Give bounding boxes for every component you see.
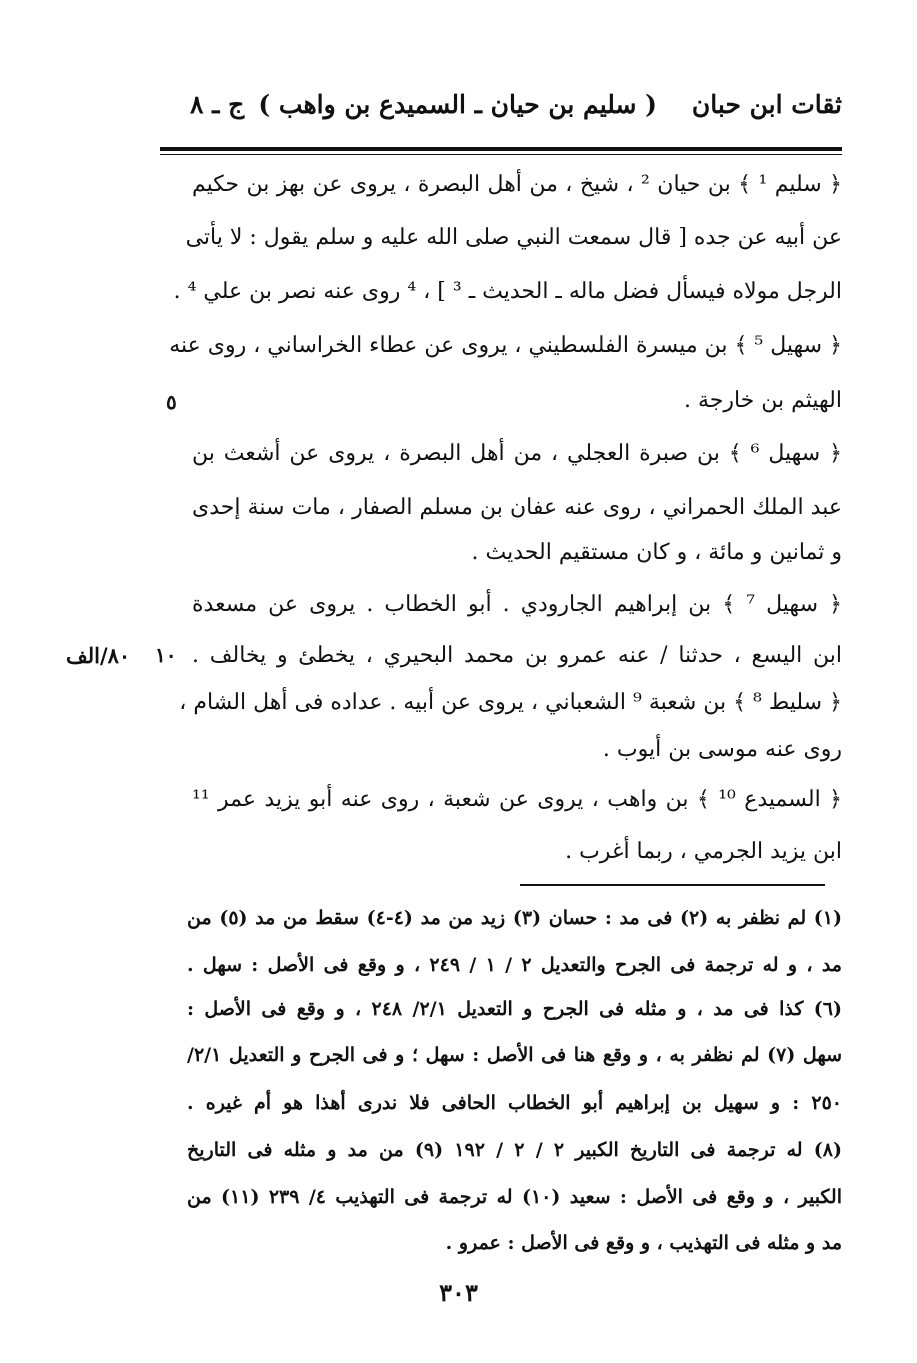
volume-label: ج ـ ٨ — [190, 90, 245, 119]
footnote-line: مد و مثله فى التهذيب ، و وقع فى الأصل : عمرو . — [445, 1232, 842, 1254]
entry-range: ( سليم بن حيان ـ السميدع بن واهب ) — [258, 90, 657, 119]
body-line: ﴿ السميدع ¹⁰ ﴾ بن واهب ، يروى عن شعبة ، روى عنه أبو يزيد عمر ¹¹ — [192, 787, 842, 812]
footnote-line: سهل (٧) لم نظفر به ، و وقع هنا فى الأصل : سهل ؛ و فى الجرح و التعديل ٢/١/ — [187, 1044, 842, 1066]
body-line: ﴿ سهيل ⁷ ﴾ بن إبراهيم الجارودي . أبو الخطاب . يروى عن مسعدة — [192, 592, 842, 617]
line-number-5: ٥ — [166, 390, 177, 414]
book-title: ثقات ابن حبان — [691, 90, 842, 119]
footnote-line: ٢٥٠ : و سهيل بن إبراهيم أبو الخطاب الحافى فلا ندرى أهذا هو أم غيره . — [187, 1092, 842, 1114]
body-line: ﴿ سليط ⁸ ﴾ بن شعبة ⁹ الشعباني ، يروى عن أبيه . عداده فى أهل الشام ، — [179, 690, 842, 715]
body-line: ابن اليسع ، حدثنا / عنه عمرو بن محمد البحيري ، يخطئ و يخالف . — [192, 643, 842, 668]
body-line: عبد الملك الحمراني ، روى عنه عفان بن مسلم الصفار ، مات سنة إحدى — [192, 495, 842, 520]
footnote-line: مد ، و له ترجمة فى الجرح والتعديل ٢ / ١ / ٢٤٩ ، و وقع فى الأصل : سهل . — [187, 954, 842, 976]
line-number-10: ١٠ — [155, 643, 177, 667]
body-line: ابن يزيد الجرمي ، ربما أغرب . — [565, 839, 842, 864]
body-line: و ثمانين و مائة ، و كان مستقيم الحديث . — [471, 540, 842, 565]
body-line: الهيثم بن خارجة . — [683, 388, 842, 413]
running-header — [160, 90, 842, 130]
footnote-line: (١) لم نظفر به (٢) فى مد : حسان (٣) زيد من مد (٤-٤) سقط من مد (٥) من — [187, 907, 842, 929]
footnote-line: (٨) له ترجمة فى التاريخ الكبير ٢ / ٢ / ١٩٢ (٩) من مد و مثله فى التاريخ — [187, 1139, 842, 1161]
body-line: ﴿ سهيل ⁶ ﴾ بن صبرة العجلي ، من أهل البصرة ، يروى عن أشعث بن — [192, 441, 842, 466]
header-rule-thick — [160, 147, 842, 151]
page-number: ٣٠٣ — [439, 1278, 478, 1307]
footnote-rule — [520, 884, 825, 886]
header-rule-thin — [160, 154, 842, 155]
body-line: روى عنه موسى بن أيوب . — [602, 737, 842, 762]
folio-marker: ٨٠/الف — [66, 643, 131, 668]
footnote-line: الكبير ، و وقع فى الأصل : سعيد (١٠) له ترجمة فى التهذيب ٤/ ٢٣٩ (١١) من — [187, 1186, 842, 1208]
body-line: ﴿ سهيل ⁵ ﴾ بن ميسرة الفلسطيني ، يروى عن عطاء الخراساني ، روى عنه — [169, 333, 842, 358]
footnote-line: (٦) كذا فى مد ، و مثله فى الجرح و التعديل ٢/١/ ٢٤٨ ، و وقع فى الأصل : — [187, 998, 843, 1020]
body-line: ﴿ سليم ¹ ﴾ بن حيان ² ، شيخ ، من أهل البصرة ، يروى عن بهز بن حكيم — [192, 172, 842, 197]
body-line: الرجل مولاه فيسأل فضل ماله ـ الحديث ـ ³ ] ، ⁴ روى عنه نصر بن علي ⁴ . — [173, 279, 842, 304]
body-line: عن أبيه عن جده [ قال سمعت النبي صلى الله عليه و سلم يقول : لا يأتى — [185, 225, 842, 250]
